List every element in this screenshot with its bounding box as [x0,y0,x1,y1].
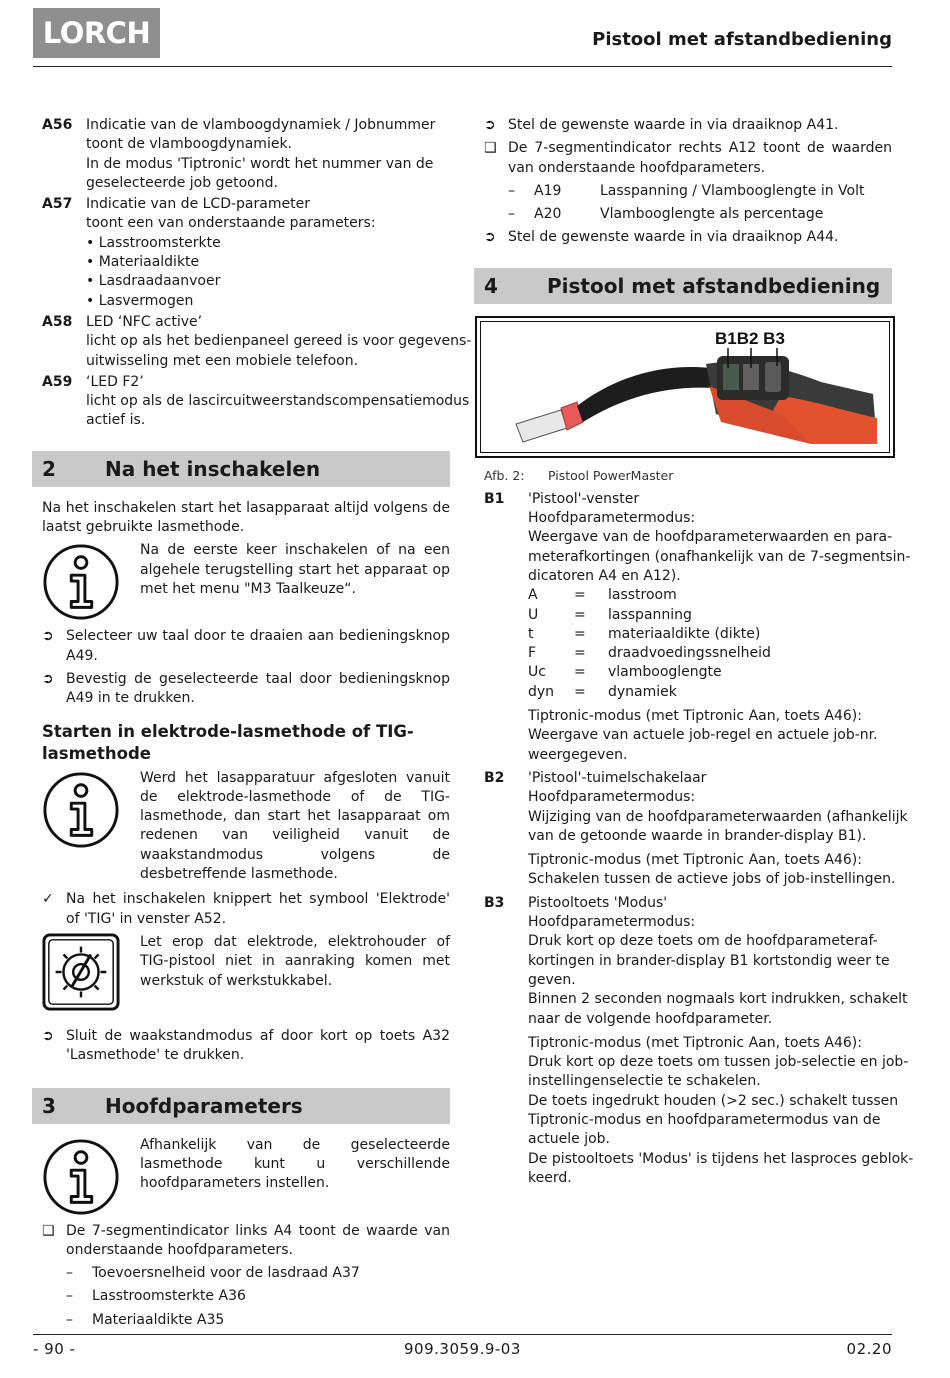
section-number: 2 [42,456,56,481]
left-column [42,116,472,1334]
dash-icon: – [508,206,515,223]
definition-line: keerd. [528,1169,572,1186]
section-title: Na het inschakelen [105,456,321,481]
dash-text: Lasstroomsterkte A36 [92,1288,246,1305]
parameter-row [528,644,892,663]
dash-item [484,205,892,224]
checkbox-item [484,139,892,178]
parameter-meaning: materiaaldikte (dikte) [608,625,761,642]
definition-line: • Lasdraadaanvoer [86,273,221,290]
definition-key: B1 [484,490,505,507]
definition-line: licht op als de lascircuitweerstandscompensatiemodus [86,393,470,410]
arrow-step-icon: ➲ [42,1027,54,1044]
header-divider [33,66,892,67]
definition-line: meterafkortingen (onafhankelijk van de 7-segmentsin- [528,548,911,565]
arrow-step-icon: ➲ [484,229,496,246]
parameter-symbol: Uc [528,664,546,681]
definition-line: Indicatie van de vlamboogdynamiek / Jobnummer [86,117,436,133]
right-column [484,116,914,1190]
section-4-heading [474,268,892,304]
dash-text: Toevoersnelheid voor de lasdraad A37 [92,1265,360,1282]
figure-caption [484,466,892,484]
parameter-row [528,625,892,644]
instruction-step [484,228,892,247]
checkmark-icon: ✓ [42,891,54,908]
welding-torch-image [481,322,885,448]
definition-line: actuele job. [528,1131,610,1148]
definition-line: Pistooltoets 'Modus' [528,894,668,911]
section-intro: Na het inschakelen start het lasapparaat altijd volgens de laatst gebruikte lasmethode. [42,499,450,536]
parameter-symbol: t [528,625,534,642]
definition-line: Hoofdparametermodus: [528,914,696,931]
section-3-heading [32,1088,450,1124]
warning-note-text: Let erop dat elektrode, elektrohouder of TIG-pistool niet in aanraking komen met werkstuk of werkstukkabel. [140,933,450,989]
parameter-meaning: vlambooglengte [608,664,722,681]
parameter-row [528,606,892,625]
info-icon [42,543,120,621]
parameter-row [528,683,892,702]
definition-key: A59 [42,373,73,390]
info-note [42,1136,450,1216]
definition-b2 [484,769,908,890]
instruction-step [42,1027,450,1066]
definition-line: LED ‘NFC active’ [86,313,203,330]
definition-line: Binnen 2 seconden nogmaals kort indrukken, schakelt [528,991,908,1008]
definition-line: kortingen in brander-display B1 kortstondig weer te [528,952,890,969]
definition-line: • Materiaaldikte [86,254,200,271]
caption-text: Pistool PowerMaster [548,467,674,483]
info-note-text: Werd het lasapparatuur afgesloten vanuit de elektrode-lasmethode of de TIG-lasmethode, dan start het lasapparaat om redenen van veiligheid vanuit de waakstandmodus volgens de desbetreffende lasmethode. [140,769,450,883]
step-text: Stel de gewenste waarde in via draaiknop A44. [508,229,839,246]
definition-key: A56 [42,117,73,133]
section-number: 3 [42,1093,56,1118]
checkbox-icon: ❑ [484,140,497,157]
definition-line: Weergave van de hoofdparameterwaarden en para- [528,529,893,546]
definition-item [42,373,470,431]
subheading: Starten in elektrode-lasmethode of TIG-lasmethode [42,721,414,763]
arrow-step-icon: ➲ [484,117,496,133]
definition-b1 [484,490,911,765]
definition-line: • Lasvermogen [86,292,194,309]
info-note [42,769,450,885]
dash-key: A19 [534,182,562,199]
dash-icon: – [508,182,515,199]
parameter-symbol: dyn [528,683,555,700]
parameter-meaning: draadvoedingssnelheid [608,645,771,662]
parameter-equals: = [574,606,586,623]
checkbox-text: De 7-segmentindicator rechts A12 toont de waarden van onderstaande hoofdparameters. [508,140,892,176]
parameter-row [528,586,892,605]
dash-icon: – [66,1311,73,1328]
figure-callout-labels: B1B2 B3 [715,328,785,348]
definition-line: Wijziging van de hoofdparameterwaarden (afhankelijk [528,808,908,825]
dash-list [42,1264,450,1330]
dash-key: A20 [534,206,562,223]
arrow-step-icon: ➲ [42,628,54,645]
step-text: Bevestig de geselecteerde taal door bedieningsknop A49 in te drukken. [66,670,450,707]
definition-line: instellingenselectie te schakelen. [528,1073,761,1090]
definition-line: Schakelen tussen de actieve jobs of job-instellingen. [528,871,896,888]
definition-line: actief is. [86,412,146,429]
definition-line: In de modus 'Tiptronic' wordt het nummer van de [86,155,434,172]
result-item [42,890,450,929]
definition-key: A58 [42,313,73,330]
checkbox-icon: ❑ [42,1222,55,1239]
parameter-row [528,663,892,682]
step-text: Selecteer uw taal door te draaien aan bedieningsknop A49. [66,628,450,664]
torch-figure [475,316,895,458]
page-title: Pistool met afstandbediening [592,29,892,50]
step-text: Stel de gewenste waarde in via draaiknop A41. [508,117,839,133]
lorch-logo: LORCH [33,8,160,58]
dash-item [484,182,892,201]
info-note-text: Afhankelijk van de geselecteerde lasmethode kunt u verschillende hoofdparameters instellen. [140,1136,450,1192]
definition-line: licht op als het bedienpaneel gereed is voor gegevens- [86,333,472,350]
definition-line: Weergave van actuele job-regel en actuele job-nr. [528,727,878,744]
definition-item [42,313,472,371]
definition-key: B3 [484,894,505,911]
parameter-equals: = [574,683,586,700]
parameter-meaning: dynamiek [608,683,677,700]
footer-divider [33,1334,892,1335]
parameter-equals: = [574,664,586,681]
definition-line: geselecteerde job getoond. [86,174,278,191]
parameter-symbol: U [528,606,539,623]
dash-text: Vlambooglengte als percentage [600,206,824,223]
definition-line: Druk kort op deze toets om tussen job-selectie en job- [528,1054,909,1071]
dash-item [42,1311,450,1330]
info-icon [42,771,120,849]
info-note-text: Na de eerste keer inschakelen of na een algehele terugstelling start het apparaat op met het menu "M3 Taalkeuze“. [140,542,450,597]
definition-line: Indicatie van de LCD-parameter [86,196,310,213]
parameter-symbol: F [528,645,537,662]
definition-line: van de getoonde waarde in brander-display B1). [528,827,867,844]
gear-warning-icon [42,933,120,1011]
caption-number: Afb. 2: [484,467,525,483]
arrow-step-icon: ➲ [42,670,54,687]
definition-line: dicatoren A4 en A12). [528,567,681,584]
dash-icon: – [66,1288,73,1305]
definition-item [42,116,450,193]
dash-item [42,1287,450,1306]
definition-key: A57 [42,196,73,213]
definition-line: Tiptronic-modus (met Tiptronic Aan, toets A46): [528,708,862,725]
checkbox-item [42,1222,450,1261]
warning-note [42,933,450,1021]
parameter-table [528,586,892,702]
section-2-heading [32,451,450,487]
dash-text: Lasspanning / Vlambooglengte in Volt [600,182,865,199]
dash-item [42,1264,450,1283]
document-number: 909.3059.9-03 [404,1340,521,1358]
definition-line: toont de vlamboogdynamiek. [86,136,293,153]
page-number: - 90 - [33,1340,76,1358]
definition-key: B2 [484,769,505,786]
parameter-equals: = [574,645,586,662]
definition-line: weergegeven. [528,746,628,763]
definition-line: toont een van onderstaande parameters: [86,215,376,232]
definition-line: 'Pistool'-tuimelschakelaar [528,769,707,786]
definition-b3 [484,894,914,1188]
definition-line: Hoofdparametermodus: [528,789,696,806]
definition-line: Tiptronic-modus en hoofdparametermodus van de [528,1111,881,1128]
section-number: 4 [484,273,498,298]
definition-item [42,195,450,311]
parameter-equals: = [574,587,586,604]
document-date: 02.20 [846,1340,892,1358]
dash-icon: – [66,1265,73,1282]
info-icon [42,1138,120,1216]
section-title: Pistool met afstandbediening [547,273,881,298]
result-text: Na het inschakelen knippert het symbool 'Elektrode' of 'TIG' in venster A52. [66,891,450,927]
definition-line: ‘LED F2’ [86,373,144,390]
definition-list [42,116,472,431]
definition-line: • Lasstroomsterkte [86,234,221,251]
definition-line: geven. [528,971,576,988]
dash-list [484,182,892,225]
dash-text: Materiaaldikte A35 [92,1311,225,1328]
parameter-meaning: lasspanning [608,606,692,623]
step-text: Sluit de waakstandmodus af door kort op toets A32 'Lasmethode' te drukken. [66,1027,450,1064]
parameter-symbol: A [528,587,538,604]
parameter-meaning: lasstroom [608,587,677,604]
section-title: Hoofdparameters [105,1093,303,1118]
info-note [42,541,450,621]
definition-line: 'Pistool'-venster [528,490,640,507]
definition-line: Tiptronic-modus (met Tiptronic Aan, toets A46): [528,1034,862,1051]
definition-line: naar de volgende hoofdparameter. [528,1010,773,1027]
definition-line: De pistooltoets 'Modus' is tijdens het lasproces geblok- [528,1150,914,1167]
instruction-step [42,670,450,709]
parameter-equals: = [574,625,586,642]
checkbox-text: De 7-segmentindicator links A4 toont de waarde van onderstaande hoofdparameters. [66,1222,450,1258]
definition-line: De toets ingedrukt houden (>2 sec.) schakelt tussen [528,1092,899,1109]
definition-line: Tiptronic-modus (met Tiptronic Aan, toets A46): [528,852,862,869]
instruction-step [42,627,450,666]
definition-line: Druk kort op deze toets om de hoofdparameteraf- [528,933,878,950]
instruction-step [484,116,892,135]
definition-line: Hoofdparametermodus: [528,510,696,527]
definition-line: uitwisseling met een mobiele telefoon. [86,352,359,369]
